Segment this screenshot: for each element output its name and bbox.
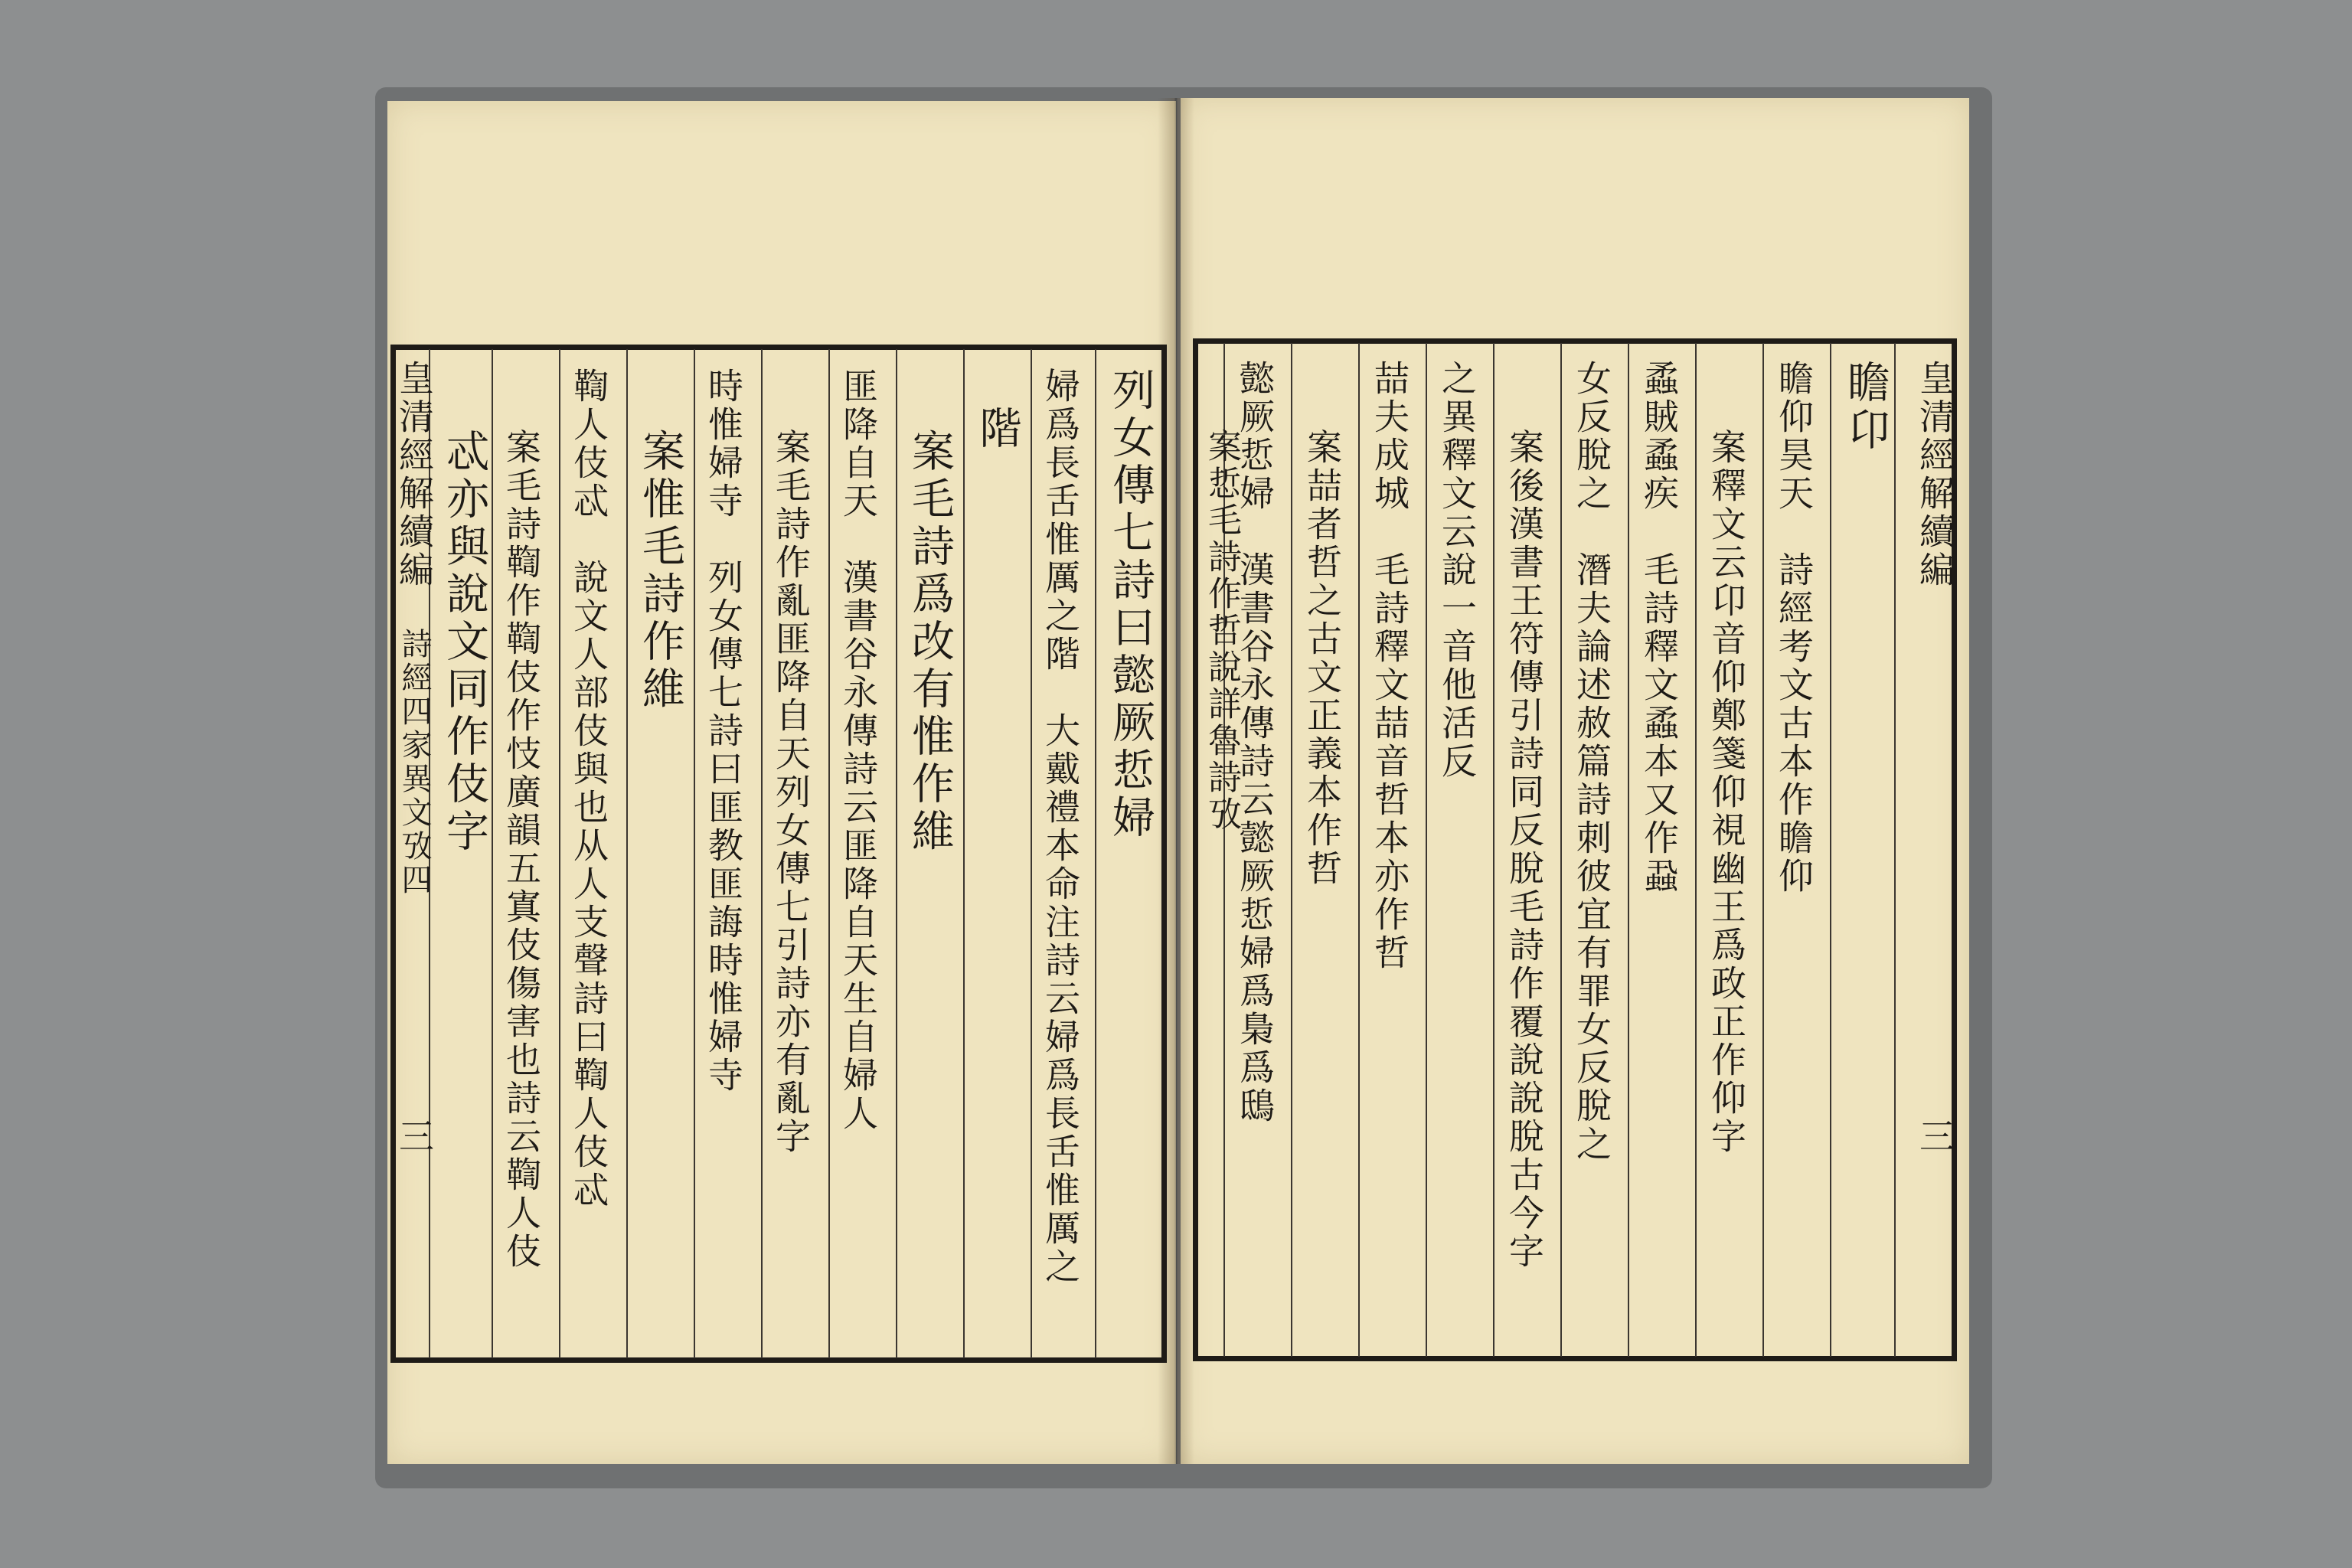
text-column: 案惟毛詩作維 bbox=[635, 429, 685, 714]
text-column: 案後漢書王符傳引詩同反脫毛詩作覆說說脫古今字 bbox=[1504, 429, 1545, 1271]
text-column: 案毛詩鞫作鞫伎作忮廣韻五寘伎傷害也詩云鞫人伎 bbox=[501, 429, 542, 1271]
column-rule bbox=[1426, 343, 1427, 1357]
column-rule bbox=[1894, 343, 1896, 1357]
margin-section: 詩經四家異文攷四 bbox=[397, 628, 432, 897]
text-column: 忒亦與說文同作伎字 bbox=[439, 429, 489, 856]
text-column: 案釋文云卬音仰鄭箋仰視幽王爲政正作仰字 bbox=[1706, 429, 1747, 1156]
text-column: 喆夫成城 毛詩釋文喆音哲本亦作哲 bbox=[1369, 360, 1410, 972]
column-rule bbox=[626, 349, 628, 1358]
column-rule bbox=[559, 349, 560, 1358]
column-rule bbox=[1031, 349, 1032, 1358]
text-column: 女反脫之 潛夫論述赦篇詩刺彼宜有罪女反脫之 bbox=[1571, 360, 1612, 1164]
column-rule bbox=[963, 349, 965, 1358]
column-rule bbox=[1493, 343, 1494, 1357]
text-column: 列女傳七詩曰懿厥悊婦 bbox=[1106, 368, 1155, 842]
column-rule bbox=[492, 349, 493, 1358]
text-column: 之異釋文云說一音他活反 bbox=[1436, 360, 1478, 781]
column-rule bbox=[694, 349, 695, 1358]
column-rule bbox=[828, 349, 830, 1358]
column-rule bbox=[896, 349, 897, 1358]
text-column: 蟊賊蟊疾 毛詩釋文蟊本又作蝨 bbox=[1638, 360, 1680, 896]
text-column: 婦爲長舌惟厲之階 大戴禮本命注詩云婦爲長舌惟厲之 bbox=[1040, 368, 1081, 1286]
column-rule bbox=[1358, 343, 1360, 1357]
column-rule bbox=[1762, 343, 1764, 1357]
column-rule bbox=[1830, 343, 1831, 1357]
text-column: 匪降自天 漢書谷永傳詩云匪降自天生自婦人 bbox=[838, 368, 879, 1133]
text-column: 案毛詩作亂匪降自天列女傳七引詩亦有亂字 bbox=[770, 429, 812, 1156]
text-column: 瞻卬 bbox=[1841, 360, 1890, 455]
text-column: 案喆者哲之古文正義本作哲 bbox=[1302, 429, 1343, 888]
column-rule bbox=[1560, 343, 1562, 1357]
show-through-text bbox=[1302, 115, 1357, 159]
margin-title: 皇清經解續編 bbox=[1914, 360, 1955, 590]
column-rule bbox=[1695, 343, 1697, 1357]
margin-folio: 三 bbox=[1914, 1118, 1955, 1156]
text-column: 案毛詩爲改有惟作維 bbox=[905, 429, 955, 856]
margin-folio: 三 bbox=[394, 1118, 435, 1156]
column-rule bbox=[1095, 349, 1096, 1358]
column-rule bbox=[1291, 343, 1292, 1357]
text-column: 案悊毛詩作哲說詳魯詩攷 bbox=[1202, 429, 1241, 833]
text-column: 懿厥悊婦 漢書谷永傳詩云懿厥悊婦爲梟爲鴟 bbox=[1234, 360, 1276, 1125]
text-column: 鞫人伎忒 說文人部伎與也从人支聲詩曰鞫人伎忒 bbox=[568, 368, 609, 1210]
column-rule bbox=[1628, 343, 1629, 1357]
text-column: 階 bbox=[972, 406, 1022, 453]
column-rule bbox=[761, 349, 763, 1358]
text-column: 時惟婦寺 列女傳七詩曰匪教匪誨時惟婦寺 bbox=[703, 368, 744, 1095]
margin-title: 皇清經解續編 bbox=[394, 360, 435, 590]
text-column: 瞻仰昊天 詩經考文古本作瞻仰 bbox=[1773, 360, 1815, 896]
